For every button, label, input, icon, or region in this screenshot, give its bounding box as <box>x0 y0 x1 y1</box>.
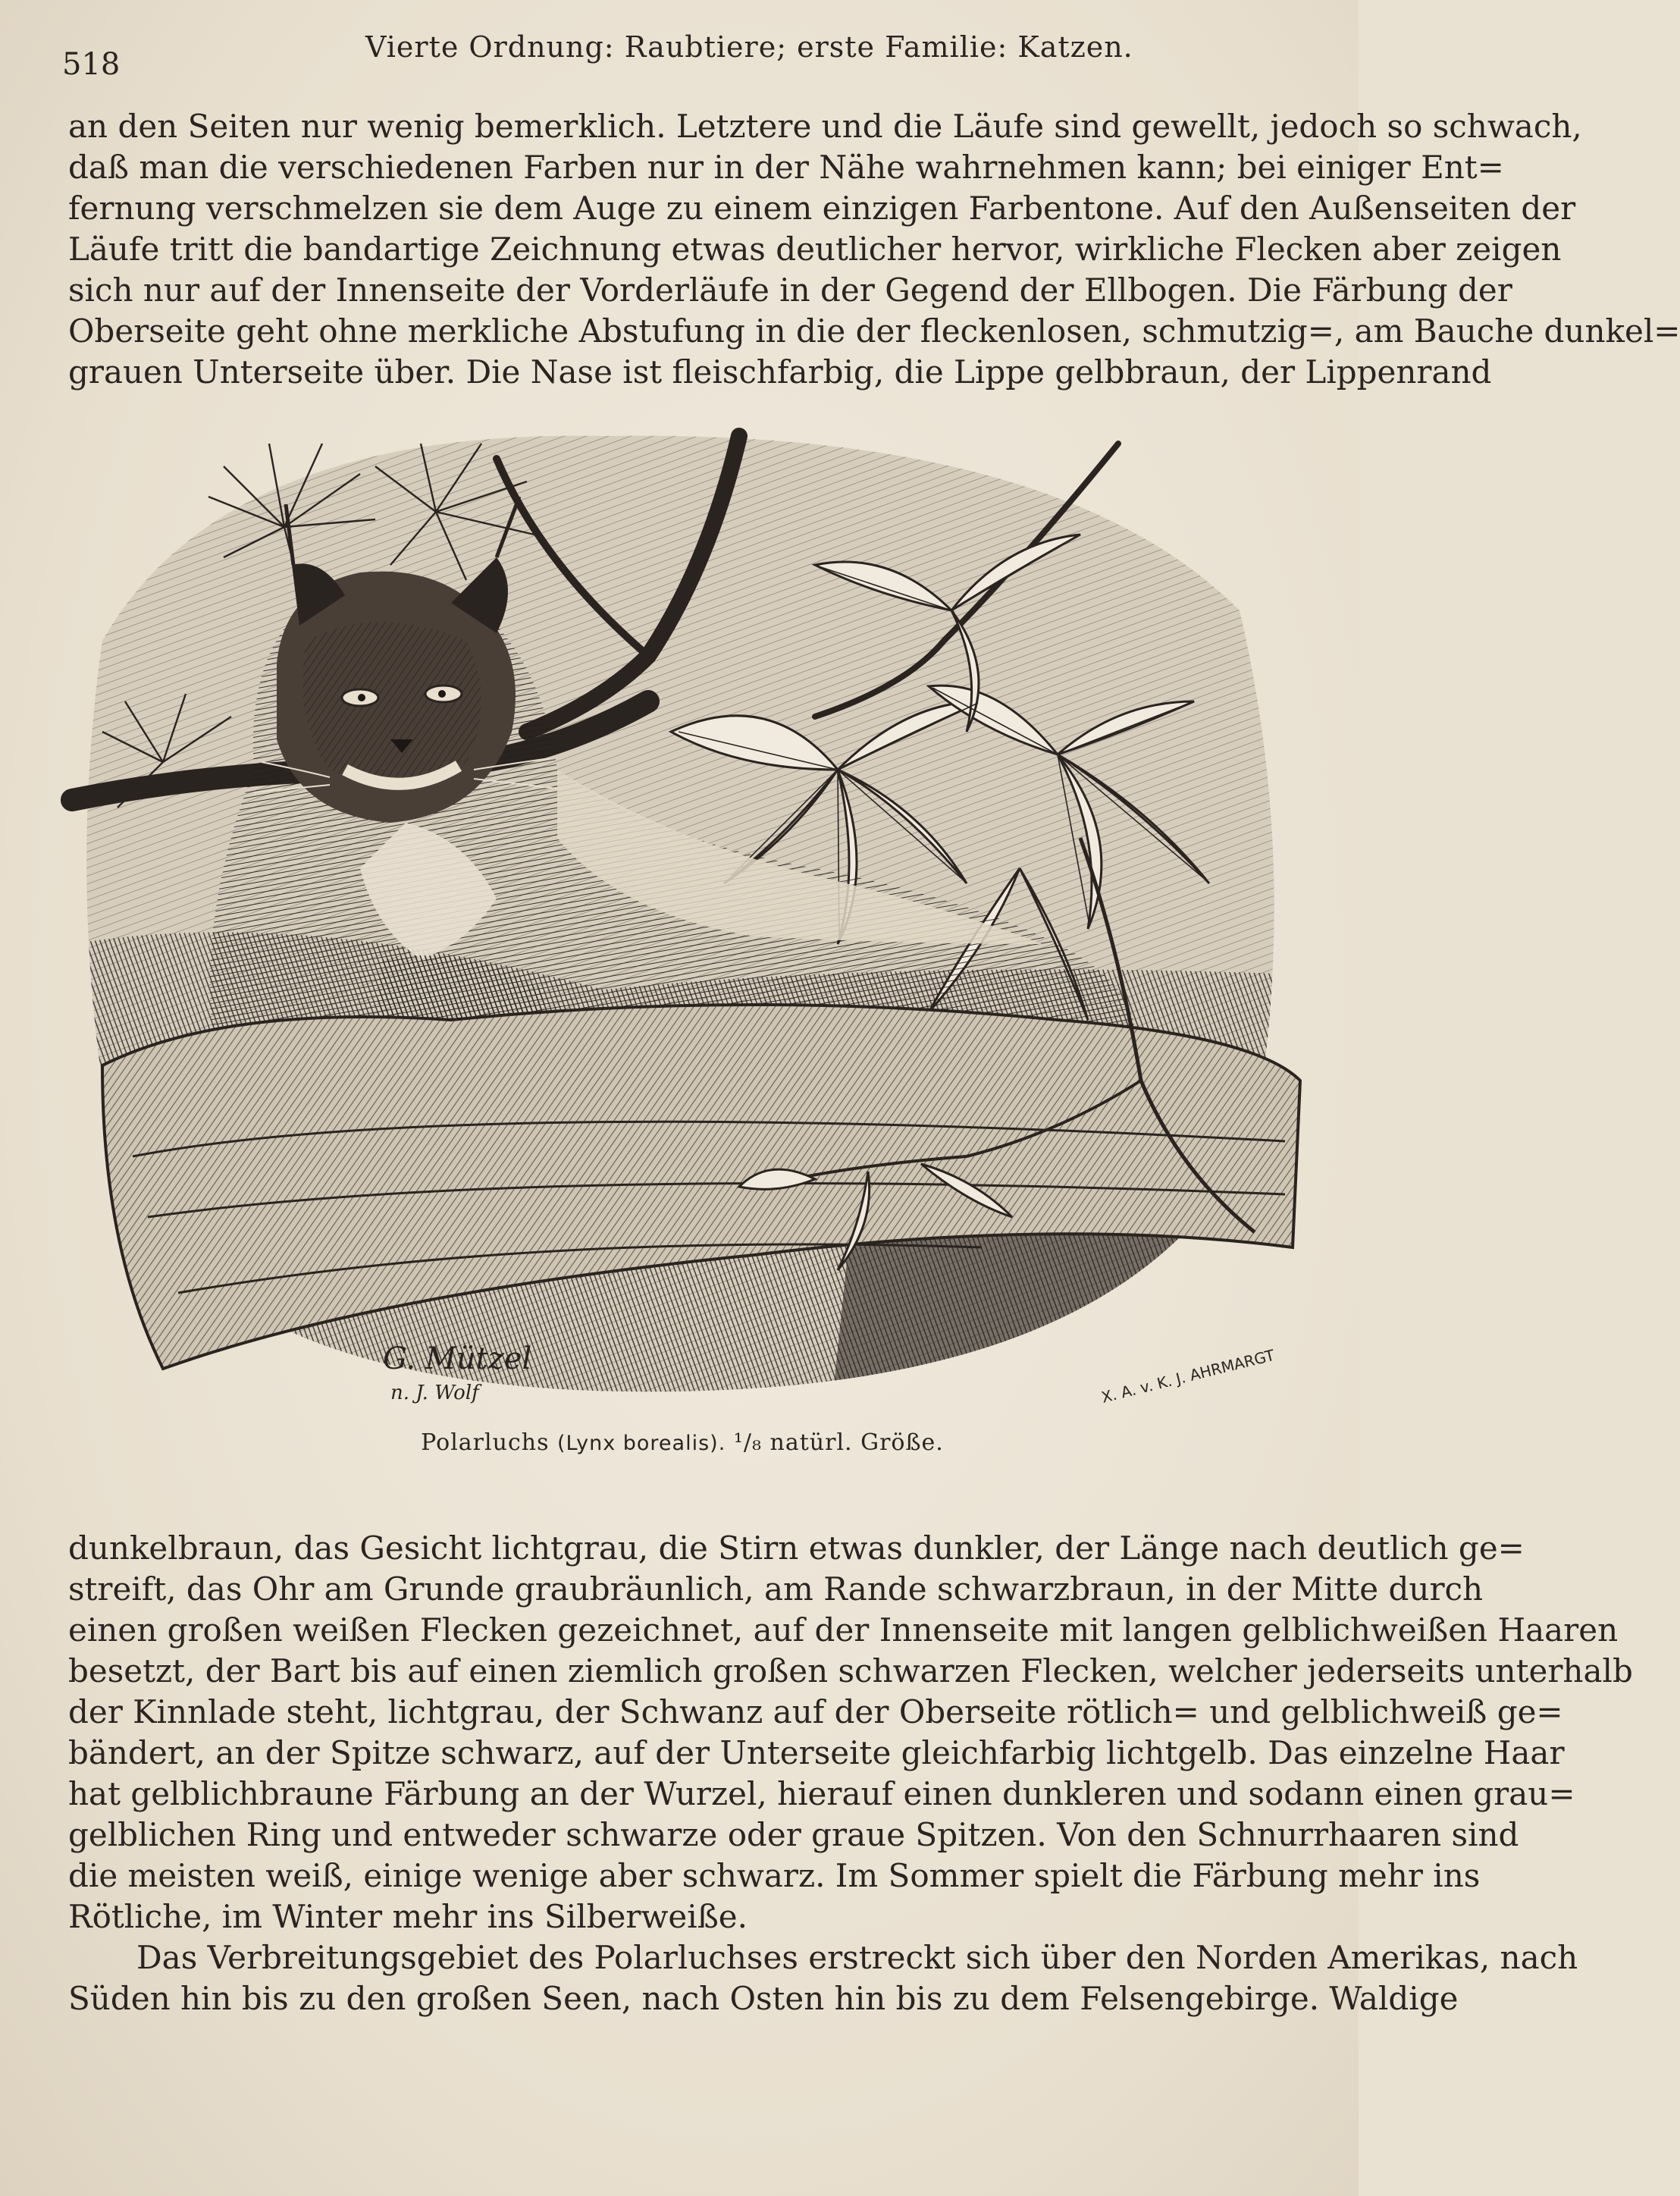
artist-signature: G. Mützel <box>383 1341 532 1376</box>
text-line: Läufe tritt die bandartige Zeichnung etwas deutlicher hervor, wirkliche Flecken aber zeigen <box>68 231 1562 268</box>
text-line: streift, das Ohr am Grunde graubräunlich, am Rande schwarzbraun, in der Mitte durch <box>68 1570 1484 1608</box>
caption-name: Polarluchs <box>421 1429 550 1456</box>
engraver-signature: X. A. v. K. J. AHRMARGT <box>1099 1345 1277 1407</box>
caption-size: ¹/₈ natürl. Größe. <box>733 1429 944 1456</box>
paragraph-top <box>68 106 1680 393</box>
text-line: bändert, an der Spitze schwarz, auf der Unterseite gleichfarbig lichtgelb. Das einzelne Haar <box>68 1734 1565 1771</box>
text-line: Das Verbreitungsgebiet des Polarluchses erstreckt sich über den Norden Amerikas, nach <box>136 1939 1578 1976</box>
text-line: der Kinnlade steht, lichtgrau, der Schwanz auf der Oberseite rötlich= und gelblichweiß ge= <box>68 1693 1563 1730</box>
paragraph-bottom <box>68 1528 1633 2019</box>
text-line: grauen Unterseite über. Die Nase ist fleischfarbig, die Lippe gelbbraun, der Lippenrand <box>68 353 1492 391</box>
artist-signature-2: n. J. Wolf <box>390 1382 479 1404</box>
running-head: Vierte Ordnung: Raubtiere; erste Familie: Katzen. <box>365 30 1133 64</box>
page-number: 518 <box>62 47 121 82</box>
text-line: Oberseite geht ohne merkliche Abstufung in die der fleckenlosen, schmutzig=, am Bauche dunkel= <box>68 312 1680 350</box>
page-header <box>62 30 1296 83</box>
text-line: hat gelblichbraune Färbung an der Wurzel, hierauf einen dunkleren und sodann einen grau= <box>68 1775 1575 1812</box>
text-line: besetzt, der Bart bis auf einen ziemlich großen schwarzen Flecken, welcher jederseits unterhalb <box>68 1652 1633 1689</box>
text-line: Rötliche, im Winter mehr ins Silberweiße. <box>68 1898 748 1935</box>
text-line: einen großen weißen Flecken gezeichnet, auf der Innenseite mit langen gelblichweißen Haaren <box>68 1611 1619 1649</box>
figure-caption <box>0 1429 1365 1456</box>
text-line: die meisten weiß, einige wenige aber schwarz. Im Sommer spielt die Färbung mehr ins <box>68 1857 1481 1894</box>
text-line: fernung verschmelzen sie dem Auge zu einem einzigen Farbentone. Auf den Außenseiten der <box>68 190 1576 227</box>
text-line: gelblichen Ring und entweder schwarze oder graue Spitzen. Von den Schnurrhaaren sind <box>68 1816 1519 1853</box>
engraving-picture <box>72 413 1300 1422</box>
text-line: an den Seiten nur wenig bemerklich. Letztere und die Läufe sind gewellt, jedoch so schwach, <box>68 108 1582 145</box>
text-line: daß man die verschiedenen Farben nur in der Nähe wahrnehmen kann; bei einiger Ent= <box>68 149 1504 186</box>
text-line: sich nur auf der Innenseite der Vorderläufe in der Gegend der Ellbogen. Die Färbung der <box>68 271 1512 309</box>
caption-latin: (Lynx borealis). <box>557 1432 726 1455</box>
lynx-illustration <box>72 413 1300 1456</box>
text-line: dunkelbraun, das Gesicht lichtgrau, die Stirn etwas dunkler, der Länge nach deutlich ge= <box>68 1529 1525 1567</box>
text-line: Süden hin bis zu den großen Seen, nach Osten hin bis zu dem Felsengebirge. Waldige <box>68 1980 1459 2017</box>
